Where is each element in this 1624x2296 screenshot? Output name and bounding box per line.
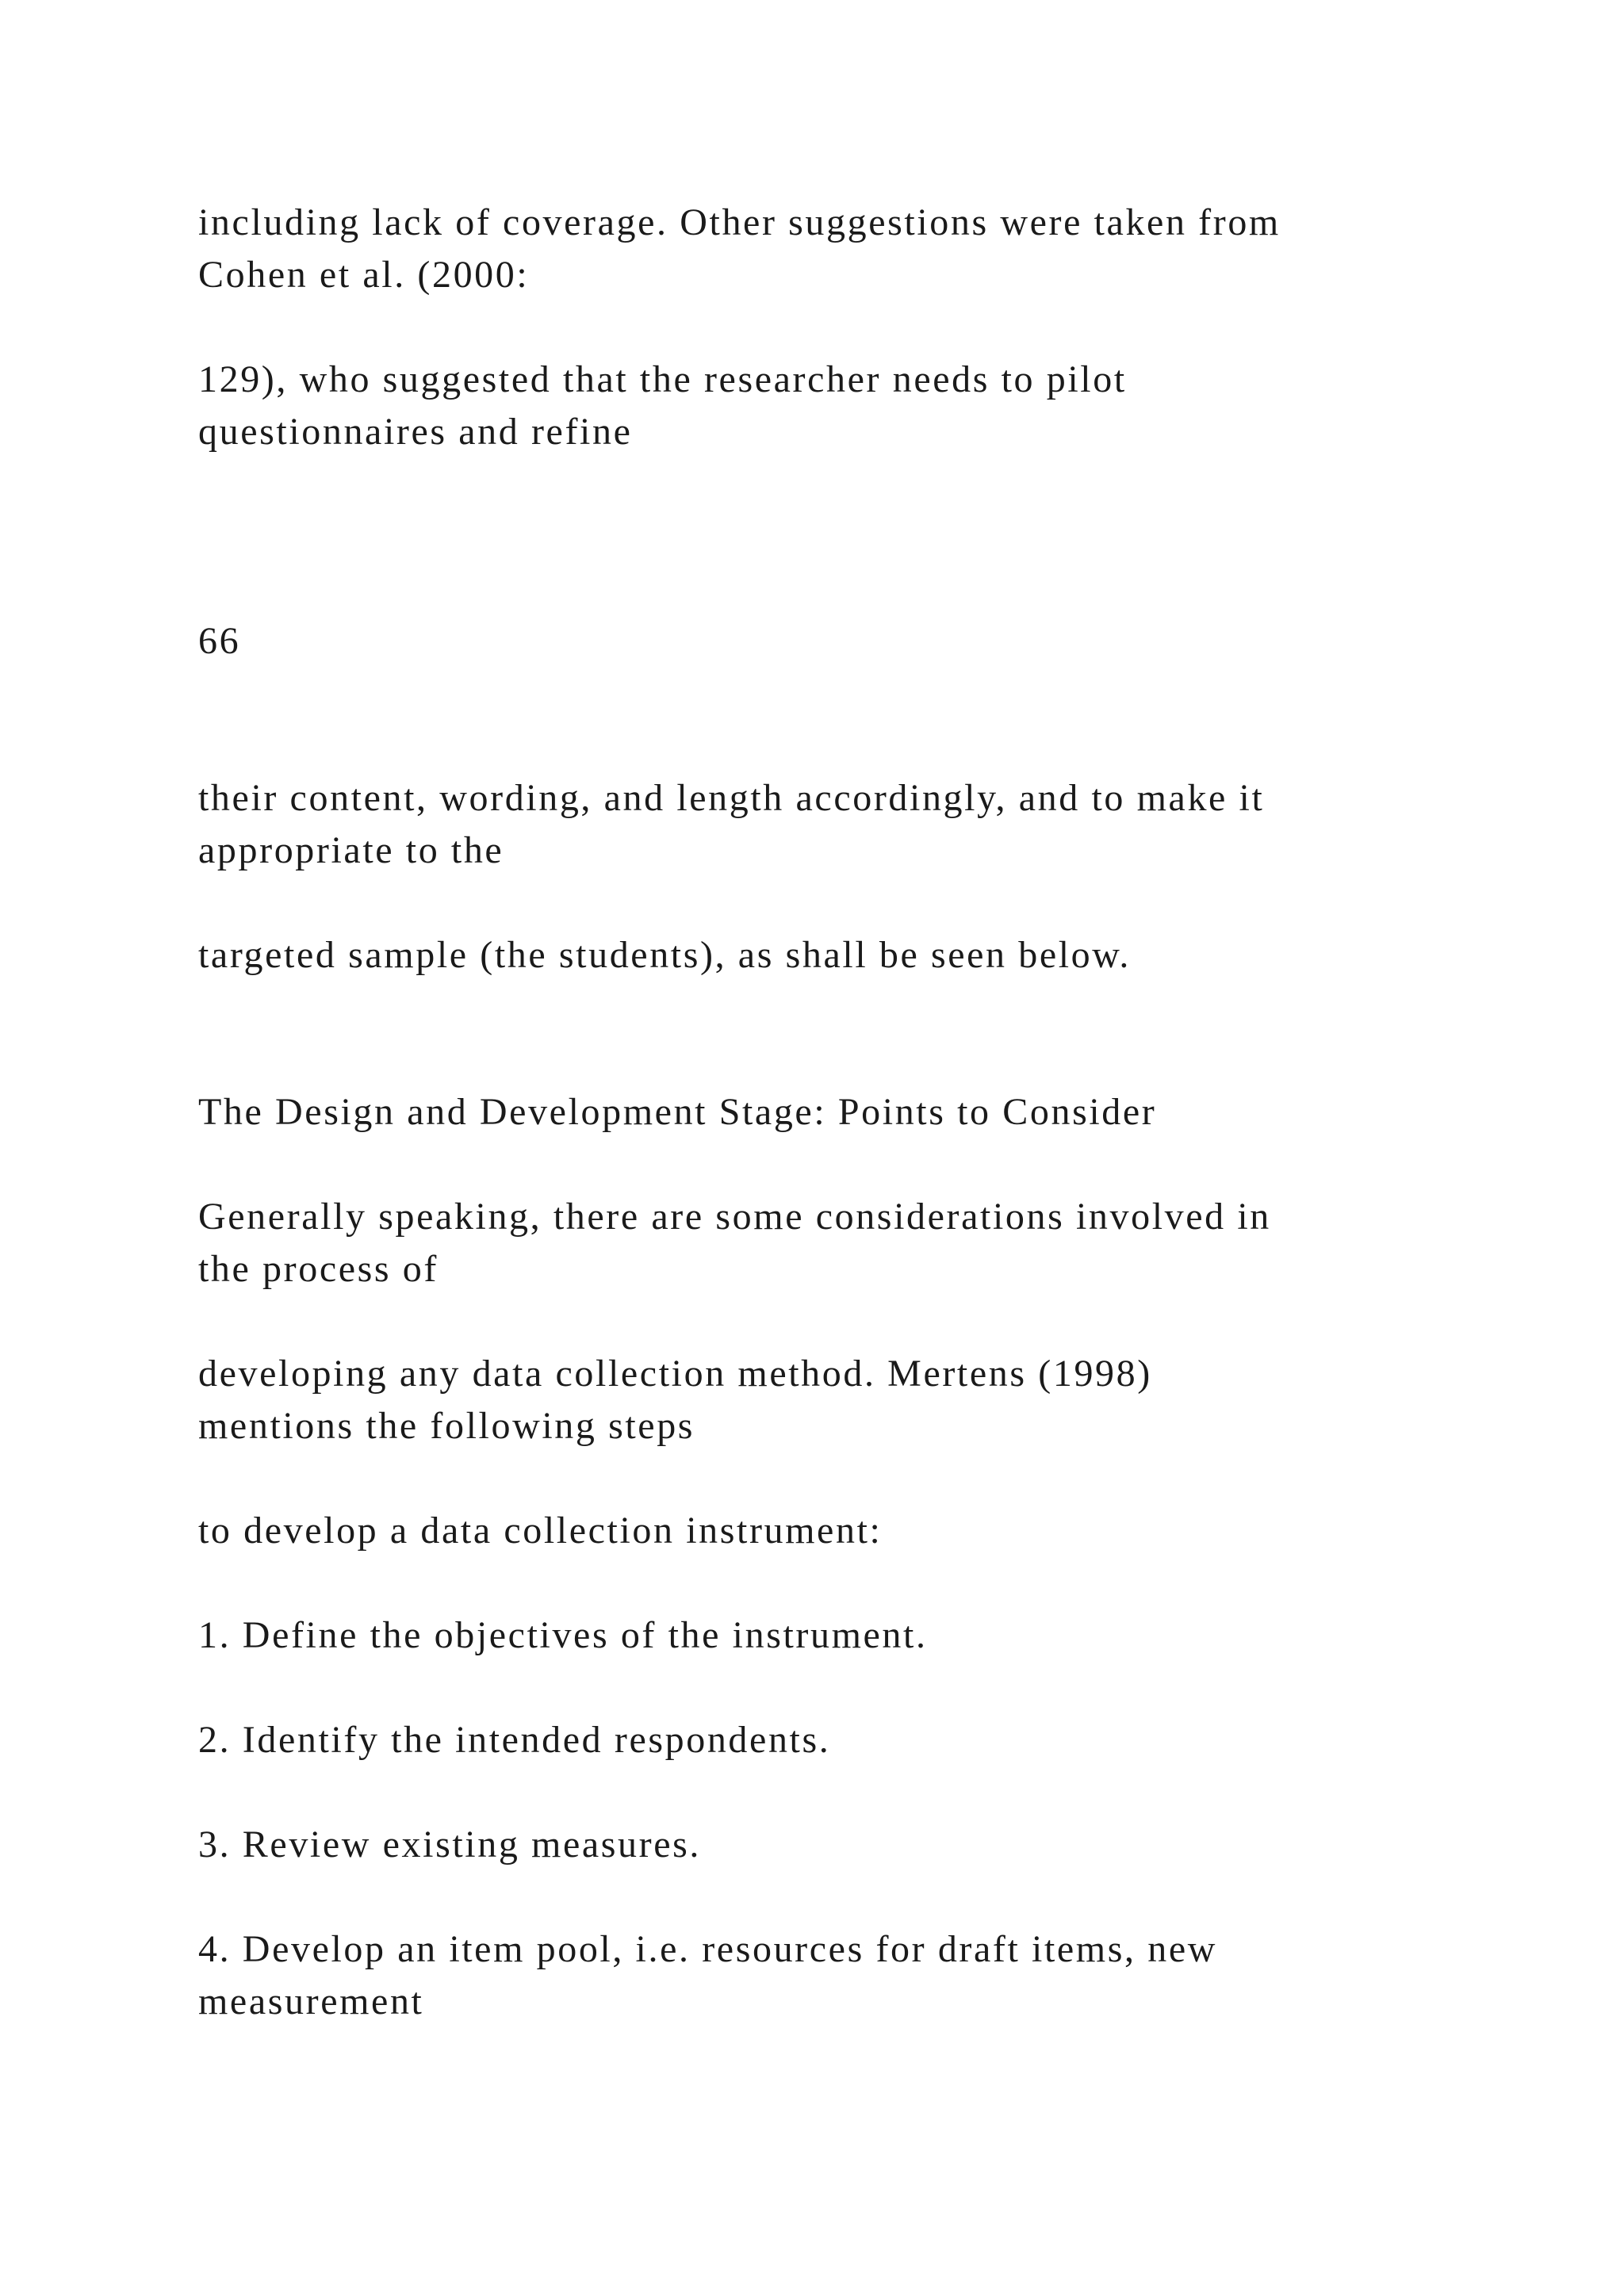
list-item: 3. Review existing measures. (198, 1823, 702, 1866)
text-line: 129), who suggested that the researcher needs to pilot (198, 358, 1127, 400)
text-line: the process of (198, 1248, 439, 1290)
text-line: mentions the following steps (198, 1405, 695, 1447)
list-item: 1. Define the objectives of the instrument. (198, 1614, 928, 1656)
text-line: targeted sample (the students), as shall be seen below. (198, 934, 1132, 976)
text-line: including lack of coverage. Other suggestions were taken from (198, 201, 1281, 243)
page-number: 66 (198, 620, 241, 662)
text-line: Cohen et al. (2000: (198, 254, 530, 296)
text-line: Generally speaking, there are some considerations involved in (198, 1196, 1271, 1238)
list-item: 4. Develop an item pool, i.e. resources for draft items, new (198, 1928, 1217, 1970)
text-line: to develop a data collection instrument: (198, 1510, 883, 1552)
text-line: developing any data collection method. Mertens (1998) (198, 1353, 1152, 1395)
section-heading: The Design and Development Stage: Points to Consider (198, 1091, 1157, 1133)
text-line: questionnaires and refine (198, 411, 633, 453)
list-item: 2. Identify the intended respondents. (198, 1719, 831, 1761)
list-item: measurement (198, 1980, 424, 2022)
text-line: their content, wording, and length accordingly, and to make it (198, 777, 1265, 819)
text-line: appropriate to the (198, 829, 504, 871)
